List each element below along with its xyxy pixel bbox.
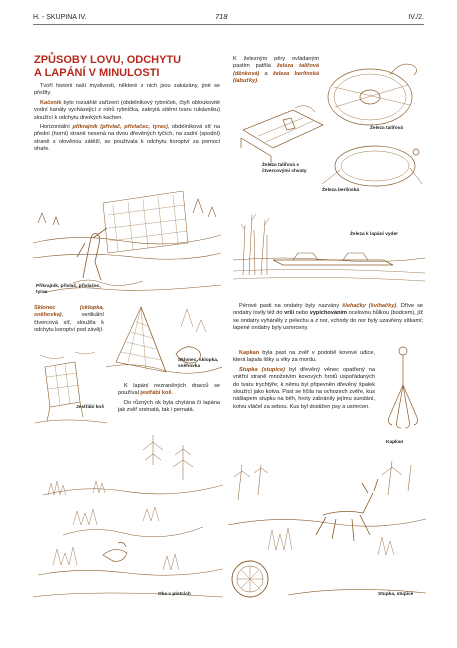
kapkan-paragraph xyxy=(233,350,375,365)
zeleza-talirova-illustration xyxy=(320,57,425,137)
jestrabi-caption: Jestřábí koš xyxy=(76,405,104,410)
ondatry-lead: Pérové pasti na ondatry byly nazvány xyxy=(239,303,343,309)
zeleza-vydra-illustration xyxy=(233,205,425,285)
kapkan-illustration xyxy=(382,345,424,445)
prikrajnik-term: přikrajník (přivlač, přivlačec, tyras) xyxy=(72,124,168,131)
zeleza-mid: a xyxy=(259,70,273,77)
slehacky-term: šlehačky (švihačky) xyxy=(342,303,397,309)
kacenik-text: bylo rozsáhlé zařízení (obdélníkový rybníček, čtyři obloukovité vodní kanály vycházející z rohů rybníčka, zakrytá sítěmi tvaru rukávníku) sloužící k odchytu divokých kachen. xyxy=(34,99,220,121)
zeleza-end: . xyxy=(257,78,259,85)
jestrabi-end: . xyxy=(171,390,174,397)
ondatry-mid: . Dříve se ondatry lovily též do xyxy=(233,303,423,317)
oka-paragraph: Do různých ok byla chytána či lapána jak zvěř srstnatá, tak i pernatá. xyxy=(118,399,220,414)
zeleza-talirova-term: železa talířová (děnková) xyxy=(233,63,319,77)
jestrabi-term: jestřábí koš xyxy=(140,390,172,397)
kapkan-stupka-text xyxy=(233,350,375,413)
zeleza-berlinska-term: železa berlinská (labuťky) xyxy=(233,70,319,85)
stupka-illustration xyxy=(228,455,426,605)
kacenik-paragraph xyxy=(34,100,220,122)
stupka-caption: Stupka, stupice xyxy=(378,592,414,597)
intro-text xyxy=(34,83,220,156)
kapkan-text: byla past na zvěř v podobě kovové udice, která lapala lišky a vlky za mordu. xyxy=(233,350,375,364)
sklonec-description: , vertikální čtvercová síť, sloužila k odchytu koroptví pod závějí. xyxy=(34,312,104,334)
prikrajnik-caption: Přikrajník, přivlač, přivlačec, tyras xyxy=(36,284,101,295)
prikrajnik-lead: Horizontální xyxy=(40,124,73,131)
sklonec-term: Sklonec (sklopka, sněhovka) xyxy=(34,305,104,319)
jestrabi-text xyxy=(118,383,220,417)
vydra-caption: Železa k lapání vyder xyxy=(350,232,398,237)
kapkan-term: Kapkan xyxy=(239,350,260,356)
ondatry-rest: ocelovou hůlkou (bodcem), jíž se ondatry vyháněly z pelechu a z nor, vchody do nor byly uzavřeny sítkami; lapené ondatry byly usmrceny. xyxy=(233,310,423,332)
oka-illustration xyxy=(33,425,223,605)
prikrajnik-paragraph xyxy=(34,124,220,154)
kapkan-caption: Kapkan xyxy=(386,440,404,445)
header-rule xyxy=(33,24,424,25)
header-section: H. - SKUPINA IV. xyxy=(33,14,87,21)
ondatry-paragraph xyxy=(233,303,423,333)
vrse-term: vrší xyxy=(284,310,295,317)
page-number: 718 xyxy=(215,12,228,21)
sklonec-caption: Sklonec, sklopka, sněhovka xyxy=(178,358,219,369)
jestrabi-lead: K lapání nezraněných dravců se používal xyxy=(118,383,220,397)
zeleza-ctvercove-illustration xyxy=(233,100,331,172)
zeleza-text xyxy=(233,56,319,86)
vypichovani-term: vypichováním xyxy=(309,310,348,317)
kacenik-term: Kačeník xyxy=(40,99,62,106)
ondatry-mid2: nebo xyxy=(294,310,310,317)
stupka-paragraph xyxy=(233,367,375,411)
title-line-1: ZPŮSOBY LOVU, ODCHYTU xyxy=(34,54,182,66)
sklonec-text xyxy=(34,305,104,335)
prikrajnik-text: , obdélníková síť na přední (horní) straně nesená na dvou dřevěných tyčích, na zadní (spodní) straně s olověnou zátěží, se používala k odchytu koroptví za pomoci ohaře. xyxy=(34,124,221,153)
talirova-caption: Železa talířová xyxy=(370,126,404,131)
zeleza-lead: K železným pěry ovládaným pastím patřila xyxy=(233,56,319,70)
berlinska-caption: Železa berlinská xyxy=(322,188,360,193)
oka-caption: Oka v plotcích xyxy=(158,592,191,597)
jestrabi-paragraph xyxy=(118,383,220,398)
ctvercove-caption: Železa talířová s čtvercovými chvaty xyxy=(262,163,307,174)
intro-paragraph: Tvoří historii naší myslivosti, některé z nich jsou zakázány, jiné se přežily. xyxy=(34,83,220,97)
page-title xyxy=(34,54,224,80)
title-line-2: A LAPÁNÍ V MINULOSTI xyxy=(34,67,160,79)
stupka-term: Stupka (stupice) xyxy=(239,366,285,373)
stupka-text: byl dřevěný věnec opatřený na vnitřní straně množstvím kovových hrotů uspořádaných do tvaru trychtýře; k němu byl připevněn dřevěný špalek sloužící jako kotva. Past se líčila na ochozech zvěře, kus nášlapem stupku na běh, hroty zabránily jejímu sundání, kotvu vláčel za sebou. Kus byl dostižen psy a usmrcen. xyxy=(233,366,375,410)
header-chapter: IV./2. xyxy=(408,14,424,21)
ondatry-text xyxy=(233,303,423,335)
jestrabi-kos-illustration xyxy=(35,347,107,427)
